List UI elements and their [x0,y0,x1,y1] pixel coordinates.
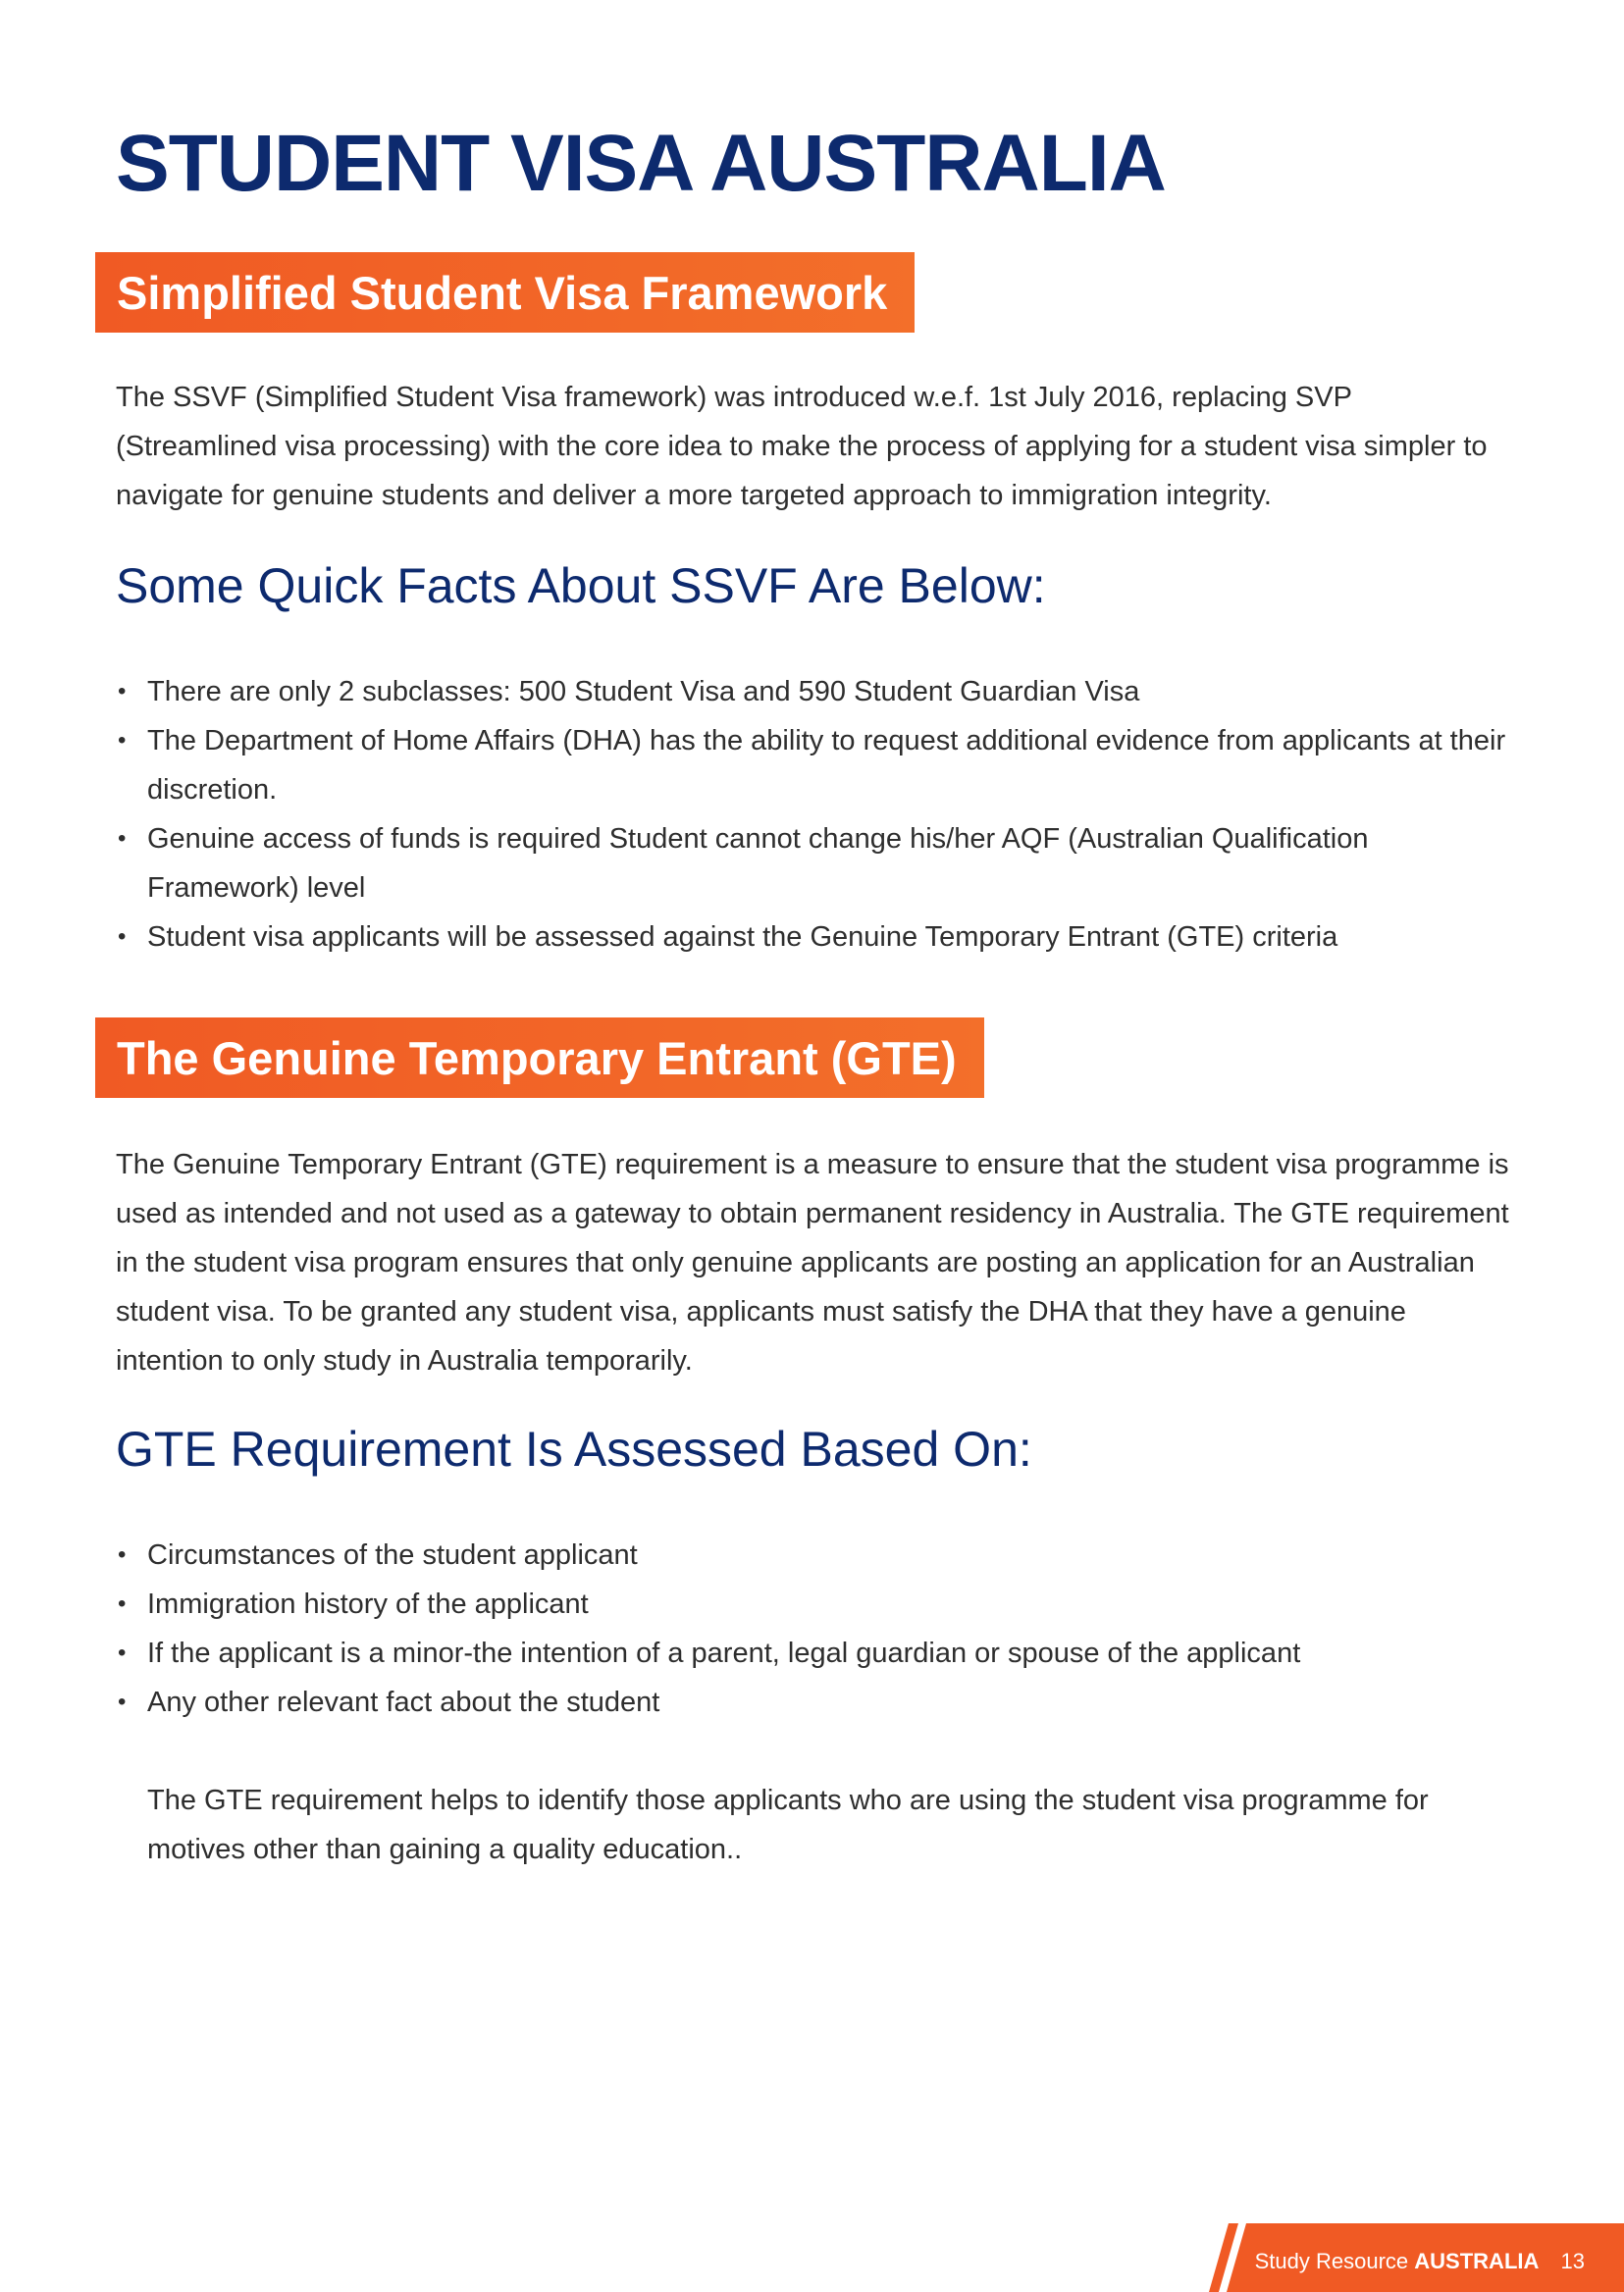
bullet-icon: • [118,1590,127,1617]
section-banner-gte: The Genuine Temporary Entrant (GTE) [95,1017,984,1098]
bullet-icon: • [118,825,127,852]
bullet-icon: • [118,727,127,754]
list-item-text: There are only 2 subclasses: 500 Student Visa and 590 Student Guardian Visa [147,676,1140,707]
footer-label-text: Study Resource [1254,2249,1409,2273]
gte-intro-paragraph: The Genuine Temporary Entrant (GTE) requirement is a measure to ensure that the student visa programme is used as intended and not used as a gateway to obtain permanent residency in Australia. The GTE requirement in the student visa program ensures that only genuine applicants are posting an application for an Australian student visa. To be granted any student visa, applicants must satisfy the DHA that they have a genuine intention to only study in Australia temporarily. [116,1149,1509,1377]
bullet-icon: • [118,1541,127,1568]
list-item [116,1580,1519,1629]
bullet-icon: • [118,923,127,950]
footer-label [1255,2249,1585,2274]
page-number: 13 [1560,2249,1585,2273]
bullet-icon: • [118,1689,127,1715]
list-item [116,1629,1519,1678]
list-item [116,1531,1519,1580]
list-item-text: The Department of Home Affairs (DHA) has the ability to request additional evidence from applicants at their discretion. [147,725,1506,806]
list-item-text: Student visa applicants will be assessed against the Genuine Temporary Entrant (GTE) criteria [147,921,1338,953]
list-item [116,1678,1519,1727]
list-item-text: Any other relevant fact about the student [147,1687,660,1718]
list-item [116,667,1519,716]
section-banner-ssvf: Simplified Student Visa Framework [95,252,915,333]
list-item [116,912,1519,962]
bullet-icon: • [118,678,127,704]
list-item [116,814,1519,912]
bullet-icon: • [118,1640,127,1666]
gte-assessment-list [116,1531,1519,1727]
ssvf-facts-list [116,667,1519,962]
ssvf-facts-heading: Some Quick Facts About SSVF Are Below: [116,558,1046,613]
gte-closing-paragraph: The GTE requirement helps to identify those applicants who are using the student visa programme for motives other than gaining a quality education.. [147,1785,1429,1865]
list-item-text: Genuine access of funds is required Student cannot change his/her AQF (Australian Qualification Framework) level [147,823,1369,904]
list-item-text: Immigration history of the applicant [147,1589,589,1620]
list-item-text: If the applicant is a minor-the intention of a parent, legal guardian or spouse of the applicant [147,1638,1301,1669]
list-item [116,716,1519,814]
footer-label-bold: AUSTRALIA [1414,2249,1540,2273]
ssvf-intro-paragraph: The SSVF (Simplified Student Visa framework) was introduced w.e.f. 1st July 2016, replacing SVP (Streamlined visa processing) with the core idea to make the process of applying for a student visa simpler to navigate for genuine students and deliver a more targeted approach to immigration integrity. [116,382,1488,511]
gte-assessment-heading: GTE Requirement Is Assessed Based On: [116,1422,1032,1477]
page-title: STUDENT VISA AUSTRALIA [116,119,1166,208]
list-item-text: Circumstances of the student applicant [147,1539,638,1571]
